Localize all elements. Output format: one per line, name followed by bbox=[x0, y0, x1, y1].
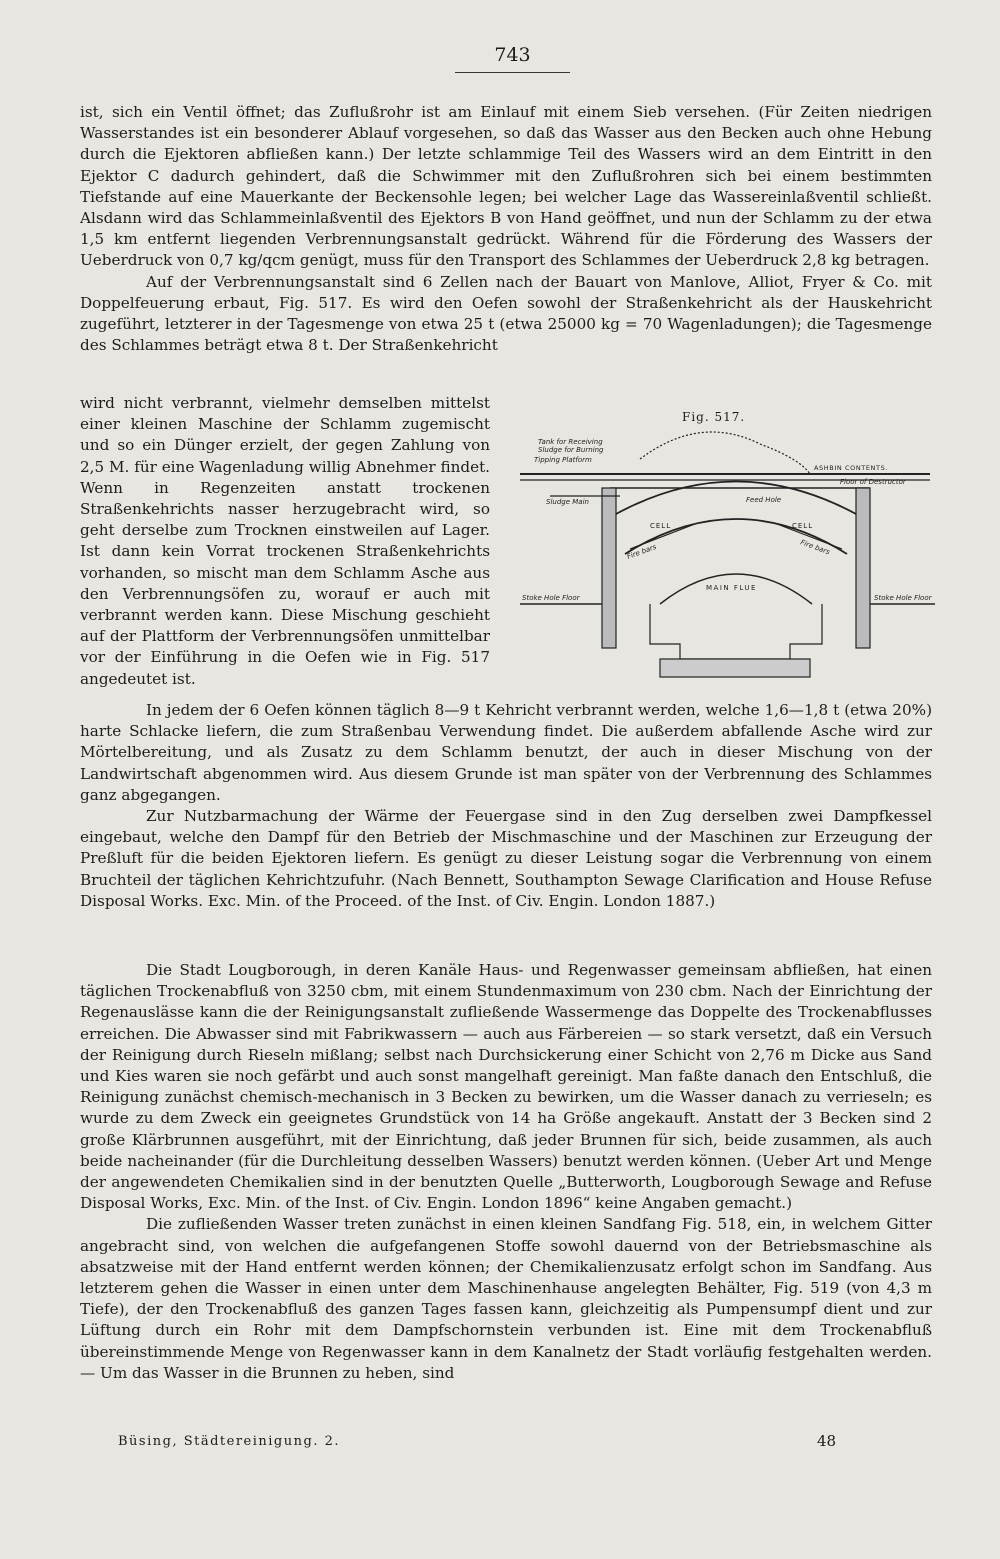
figure-caption: Fig. 517. bbox=[682, 410, 746, 424]
paragraph-lougborough: Die Stadt Lougborough, in deren Kanäle Haus- und Regenwasser gemeinsam abfließen, hat einen täglichen Trockenabfluß von 3250 cbm, mit einem Stundenmaximum von 230 cbm. Nach der Einrichtung der Regenauslässe kann die der Reinigungsanstalt zufließende Wassermenge das Doppelte des Trockenabflusses erreichen. Die Abwasser sind mit Fabrikwassern — auch aus Färbereien — so stark versetzt, daß ein Versuch der Reinigung durch Rieseln mißlang; selbst nach Durchsickerung einer Schicht von 2,76 m Dicke aus Sand und Kies waren sie noch gefärbt und auch sonst mangelhaft gereinigt. Man faßte danach den Entschluß, die Reinigung zunächst chemisch-mechanisch in 3 Becken zu bewirken, um die Wasser danach zu verrieseln; es wurde zu dem Zweck ein geeignetes Grundstück von 14 ha Größe angekauft. Anstatt der 3 Becken sind 2 große Klärbrunnen ausgeführt, mit der Einrichtung, daß jeder Brunnen für sich, beide zusammen, als auch beide nacheinander (für die Durchleitung desselben Wassers) benutzt werden können. (Ueber Art und Menge der angewendeten Chemikalien sind in der benutzten Quelle „Butterworth, Lougborough Sewage and Refuse Disposal Works, Exc. Min. of the Inst. of Civ. Engin. London 1896“ keine Angaben gemacht.) bbox=[80, 961, 932, 1213]
label-sludge-hopper: Sludge for Burning bbox=[538, 446, 604, 454]
label-fire-bars-right: Fire bars bbox=[799, 538, 831, 557]
text-block-middle bbox=[80, 700, 932, 912]
header-rule bbox=[455, 72, 570, 73]
label-cell-right: CELL bbox=[792, 522, 814, 530]
destructor-diagram bbox=[510, 404, 940, 694]
footer-signature: 48 bbox=[817, 1432, 837, 1450]
figure-517-destructor bbox=[510, 404, 940, 694]
paragraph-dampfkessel: Zur Nutzbarmachung der Wärme der Feuergase sind in den Zug derselben zwei Dampfkessel eingebaut, welche den Dampf für den Betrieb der Mischmaschine und der Maschinen zur Erzeugung der Preßluft für die beiden Ejektoren liefern. Es genügt zu dieser Leistung sogar die Verbrennung von einem Bruchteil der täglichen Kehrichtzufuhr. (Nach Bennett, Southampton Sewage Clarification and House Refuse Disposal Works. Exc. Min. of the Proceed. of the Inst. of Civ. Engin. London 1887.) bbox=[80, 807, 932, 910]
paragraph-sandfang: Die zufließenden Wasser treten zunächst in einen kleinen Sandfang Fig. 518, ein, in welchem Gitter angebracht sind, von welchen die aufgefangenen Stoffe sowohl dauernd von der Betriebsmaschine als absatzweise mit der Hand entfernt werden können; der Chemikalienzusatz erfolgt schon im Sandfang. Aus letzterem gehen die Wasser in einen unter dem Maschinenhause angelegten Behälter, Fig. 519 (von 4,3 m Tiefe), der den Trockenabfluß des ganzen Tages fassen kann, gleichzeitig als Pumpensumpf dient und zur Lüftung durch ein Rohr mit dem Dampfschornstein verbunden ist. Eine mit dem Trockenabfluß übereinstimmende Menge von Regenwasser kann in dem Kanalnetz der Stadt vorläufig festgehalten werden. — Um das Wasser in die Brunnen zu heben, sind bbox=[80, 1215, 932, 1382]
paragraph-ejector: ist, sich ein Ventil öffnet; das Zuflußrohr ist am Einlauf mit einem Sieb versehen. (Für Zeiten niedrigen Wasserstandes ist ein besonderer Ablauf vorgesehen, so daß das Wasser aus den Becken auch ohne Hebung durch die Ejektoren abfließen kann.) Der letzte schlammige Teil des Wassers wird an dem Eintritt in den Ejektor C dadurch gehindert, daß die Schwimmer mit den Zuflußrohren sich bei einem bestimmten Tiefstande auf eine Mauerkante der Beckensohle legen; bei welcher Lage das Wassereinlaßventil schließt. Alsdann wird das Schlammeinlaßventil des Ejektors B von Hand geöffnet, und nun der Schlamm zu der etwa 1,5 km entfernt liegenden Verbrennungsanstalt gedrückt. Während für die Förderung des Wassers der Ueberdruck von 0,7 kg/qcm genügt, muss für den Transport des Schlammes der Ueberdruck 2,8 kg betragen. bbox=[80, 103, 932, 270]
label-fire-bars-left: Fire bars bbox=[625, 542, 658, 561]
label-tank: Tank for Receiving bbox=[538, 438, 603, 446]
text-block-bottom bbox=[80, 960, 932, 1384]
text-block-top bbox=[80, 102, 932, 356]
label-feed-hole: Feed Hole bbox=[746, 496, 782, 504]
label-stoke-left: Stoke Hole Floor bbox=[522, 594, 580, 602]
label-sludge-main: Sludge Main bbox=[546, 498, 589, 506]
label-cell-left: CELL bbox=[650, 522, 672, 530]
label-tipping: Tipping Platform bbox=[534, 456, 592, 464]
paragraph-schlacke: In jedem der 6 Oefen können täglich 8—9 t Kehricht verbrannt werden, welche 1,6—1,8 t (etwa 20%) harte Schlacke liefern, die zum Straßenbau Verwendung findet. Die außerdem abfallende Asche wird zur Mörtelbereitung, und als Zusatz zu dem Schlamm benutzt, der auch in dieser Mischung von der Landwirtschaft abgenommen wird. Aus diesem Grunde ist man später von der Verbrennung des Schlammes ganz abgegangen. bbox=[80, 701, 932, 804]
label-stoke-right: Stoke Hole Floor bbox=[874, 594, 932, 602]
label-main-flue: MAIN FLUE bbox=[706, 584, 757, 592]
paragraph-strassenkehricht: wird nicht verbrannt, vielmehr demselben mittelst einer kleinen Maschine der Schlamm zugemischt und so ein Dünger erzielt, der gegen Zahlung von 2,5 M. für eine Wagenladung willig Abnehmer findet. Wenn in Regenzeiten anstatt trockenen Straßenkehrichts nasser herzugebracht wird, so geht derselbe zum Trocknen einstweilen auf Lager. Ist dann kein Vorrat trockenen Straßenkehrichts vorhanden, so mischt man dem Schlamm Asche aus den Verbrennungsöfen zu, worauf er auch mit verbrannt werden kann. Diese Mischung geschieht auf der Plattform der Verbrennungsöfen unmittelbar vor der Einführung in die Oefen wie in Fig. 517 angedeutet ist. bbox=[80, 394, 490, 688]
label-floor: Floor of Destructor bbox=[840, 478, 906, 486]
label-ashbin: ASHBIN CONTENTS. bbox=[814, 464, 888, 472]
paragraph-verbrennungsanstalt: Auf der Verbrennungsanstalt sind 6 Zellen nach der Bauart von Manlove, Alliot, Fryer & Co. mit Doppelfeuerung erbaut, Fig. 517. Es wird den Oefen sowohl der Straßenkehricht als der Hauskehricht zugeführt, letzterer in der Tagesmenge von etwa 25 t (etwa 25000 kg = 70 Wagenladungen); die Tagesmenge des Schlammes beträgt etwa 8 t. Der Straßenkehricht bbox=[80, 272, 932, 355]
footer-author: Büsing, Städtereinigung. 2. bbox=[118, 1434, 340, 1449]
page-number: 743 bbox=[494, 44, 531, 66]
